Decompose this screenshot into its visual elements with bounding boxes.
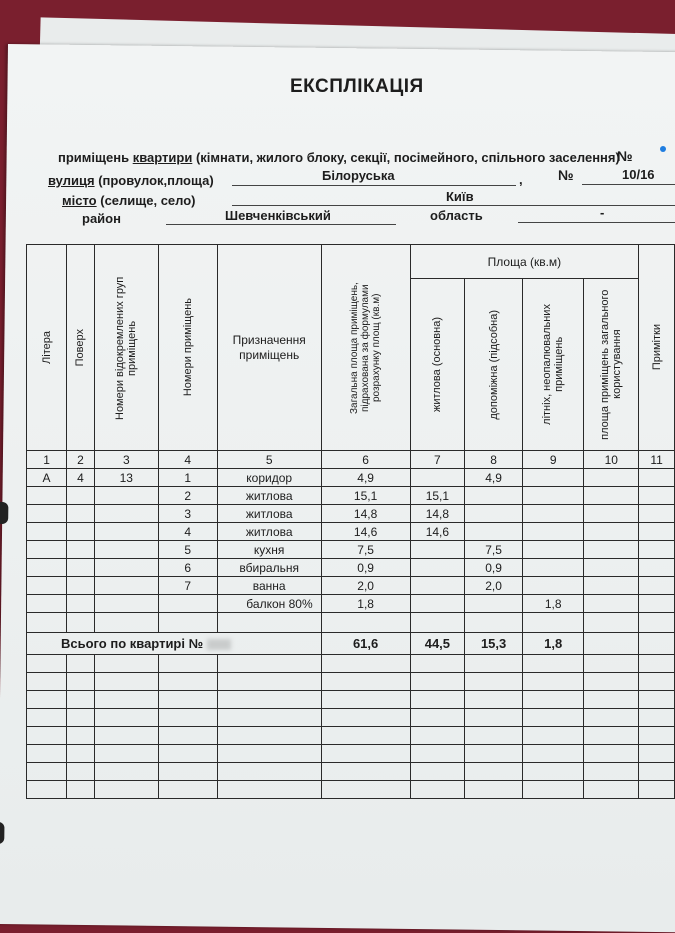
cell-aux: [465, 523, 523, 541]
empty-row: [27, 691, 675, 709]
cell-total: 2,0: [321, 577, 410, 595]
cell-summer: [523, 523, 584, 541]
cell-total: 0,9: [321, 559, 410, 577]
totals-summer: 1,8: [523, 633, 584, 655]
redacted-mark: [207, 639, 231, 650]
column-number: 8: [465, 451, 523, 469]
column-number: 9: [523, 451, 584, 469]
column-number: 5: [217, 451, 321, 469]
cell-summer: 1,8: [523, 595, 584, 613]
cell-aux: [465, 505, 523, 523]
cell-poverkh: [67, 505, 95, 523]
column-number: 11: [639, 451, 675, 469]
totals-total: 61,6: [321, 633, 410, 655]
explication-table: [26, 244, 675, 799]
cell-aux: [465, 487, 523, 505]
header-living-area: житлова (основна): [410, 279, 465, 451]
cell-litera: А: [27, 469, 67, 487]
cell-room: 1: [158, 469, 217, 487]
city-value: Київ: [446, 189, 474, 204]
table-row: [27, 505, 675, 523]
binder-hole: [0, 502, 8, 524]
header-common-area: площа приміщень загального користування: [584, 279, 639, 451]
cell-aux: 0,9: [465, 559, 523, 577]
cell-group: [94, 541, 158, 559]
cell-living: [410, 469, 465, 487]
cell-total: 1,8: [321, 595, 410, 613]
column-number: 7: [410, 451, 465, 469]
cell-living: 14,8: [410, 505, 465, 523]
cell-living: [410, 577, 465, 595]
street-comma: ,: [519, 172, 523, 187]
empty-row: [27, 763, 675, 781]
cell-purpose: балкон 80%: [217, 595, 321, 613]
subtitle-prefix: приміщень: [58, 150, 130, 165]
empty-row: [27, 673, 675, 691]
totals-row: [27, 633, 675, 655]
cell-litera: [27, 541, 67, 559]
cell-living: 15,1: [410, 487, 465, 505]
cell-room: 3: [158, 505, 217, 523]
cell-living: 14,6: [410, 523, 465, 541]
cell-summer: [523, 487, 584, 505]
cell-litera: [27, 595, 67, 613]
city-label: [62, 193, 196, 208]
district-value: Шевченківський: [225, 208, 331, 223]
header-litera: Літера: [27, 245, 67, 451]
cell-summer: [523, 559, 584, 577]
table-row: [27, 523, 675, 541]
number-label: №: [617, 148, 633, 164]
cell-poverkh: [67, 487, 95, 505]
header-room-groups: Номери відокремлених груп приміщень: [94, 245, 158, 451]
table-row: [27, 469, 675, 487]
binder-hole: [0, 822, 4, 844]
empty-row: [27, 709, 675, 727]
cell-room: [158, 595, 217, 613]
empty-row: [27, 655, 675, 673]
cell-group: [94, 595, 158, 613]
cell-poverkh: [67, 523, 95, 541]
column-number: 3: [94, 451, 158, 469]
table-row: [27, 559, 675, 577]
region-label: область: [430, 208, 483, 223]
table-row: [27, 487, 675, 505]
table-row: [27, 595, 675, 613]
column-number: 4: [158, 451, 217, 469]
region-field-line: [518, 222, 675, 223]
cell-room: 7: [158, 577, 217, 595]
cell-purpose: кухня: [217, 541, 321, 559]
cell-aux: 7,5: [465, 541, 523, 559]
cell-living: [410, 595, 465, 613]
cell-total: 14,6: [321, 523, 410, 541]
cell-room: 4: [158, 523, 217, 541]
cell-litera: [27, 487, 67, 505]
cell-living: [410, 541, 465, 559]
cell-total: 15,1: [321, 487, 410, 505]
column-number: 6: [321, 451, 410, 469]
cell-purpose: житлова: [217, 505, 321, 523]
district-label: район: [82, 211, 121, 226]
cell-group: [94, 559, 158, 577]
empty-row: [27, 727, 675, 745]
empty-row: [27, 781, 675, 799]
cell-group: [94, 505, 158, 523]
totals-label-cell: [27, 633, 322, 655]
region-value: -: [600, 205, 605, 220]
column-number: 2: [67, 451, 95, 469]
header-purpose: Призначення приміщень: [217, 245, 321, 451]
district-field-line: [166, 224, 396, 225]
cell-group: [94, 577, 158, 595]
cell-litera: [27, 577, 67, 595]
cell-purpose: житлова: [217, 487, 321, 505]
cell-total: 4,9: [321, 469, 410, 487]
cell-purpose: ванна: [217, 577, 321, 595]
header-auxiliary-area: допоміжна (підсобна): [465, 279, 523, 451]
cell-total: 14,8: [321, 505, 410, 523]
empty-row: [27, 745, 675, 763]
cell-total: 7,5: [321, 541, 410, 559]
city-label-main: місто: [62, 193, 97, 208]
cell-room: 2: [158, 487, 217, 505]
header-floor: Поверх: [67, 245, 95, 451]
street-label-rest: (провулок,площа): [98, 173, 214, 188]
apartment-number-label: №: [558, 167, 574, 183]
cell-purpose: коридор: [217, 469, 321, 487]
street-field-line: [232, 185, 516, 186]
column-number: 1: [27, 451, 67, 469]
totals-living: 44,5: [410, 633, 465, 655]
cell-room: 5: [158, 541, 217, 559]
header-total-area: Загальна площа приміщень, підрахована за формулами розрахунку площ (кв.м): [321, 245, 410, 451]
header-notes: Примітки: [639, 245, 675, 451]
totals-auxiliary: 15,3: [465, 633, 523, 655]
city-label-rest: (селище, село): [100, 193, 196, 208]
cell-litera: [27, 523, 67, 541]
cell-living: [410, 559, 465, 577]
totals-label: Всього по квартирі №: [61, 636, 204, 651]
header-area-group: Площа (кв.м): [410, 245, 639, 279]
column-number-row: [27, 451, 675, 469]
cell-poverkh: [67, 541, 95, 559]
header-room-numbers: Номери приміщень: [158, 245, 217, 451]
apartment-number-value: 10/16: [622, 167, 655, 182]
cell-aux: 4,9: [465, 469, 523, 487]
cell-group: 13: [94, 469, 158, 487]
column-number: 10: [584, 451, 639, 469]
data-rows: [27, 469, 675, 613]
table-row: [27, 541, 675, 559]
header-summer-area: літніх, неопалювальних приміщень: [523, 279, 584, 451]
cell-litera: [27, 559, 67, 577]
cell-group: [94, 487, 158, 505]
empty-rows: [27, 655, 675, 799]
cell-purpose: житлова: [217, 523, 321, 541]
cell-litera: [27, 505, 67, 523]
subtitle-line: [58, 150, 620, 165]
subtitle-apartment: квартири: [132, 150, 193, 165]
cell-summer: [523, 541, 584, 559]
cell-purpose: вбиральня: [217, 559, 321, 577]
street-label: [48, 173, 214, 188]
cell-poverkh: 4: [67, 469, 95, 487]
cell-poverkh: [67, 595, 95, 613]
city-field-line: [232, 205, 675, 206]
cell-summer: [523, 577, 584, 595]
document-title: ЕКСПЛІКАЦІЯ: [290, 76, 424, 97]
apartment-number-line: [582, 184, 675, 185]
street-value: Білоруська: [322, 168, 395, 183]
cell-aux: [465, 595, 523, 613]
blue-dot-mark: [660, 146, 666, 152]
subtitle-rest: (кімнати, жилого блоку, секції, посімейного, спільного заселення): [195, 150, 620, 165]
cell-group: [94, 523, 158, 541]
cell-room: 6: [158, 559, 217, 577]
street-label-main: вулиця: [48, 173, 95, 188]
cell-summer: [523, 469, 584, 487]
cell-poverkh: [67, 577, 95, 595]
cell-poverkh: [67, 559, 95, 577]
table-row: [27, 577, 675, 595]
cell-summer: [523, 505, 584, 523]
cell-aux: 2,0: [465, 577, 523, 595]
empty-row: [27, 613, 675, 633]
